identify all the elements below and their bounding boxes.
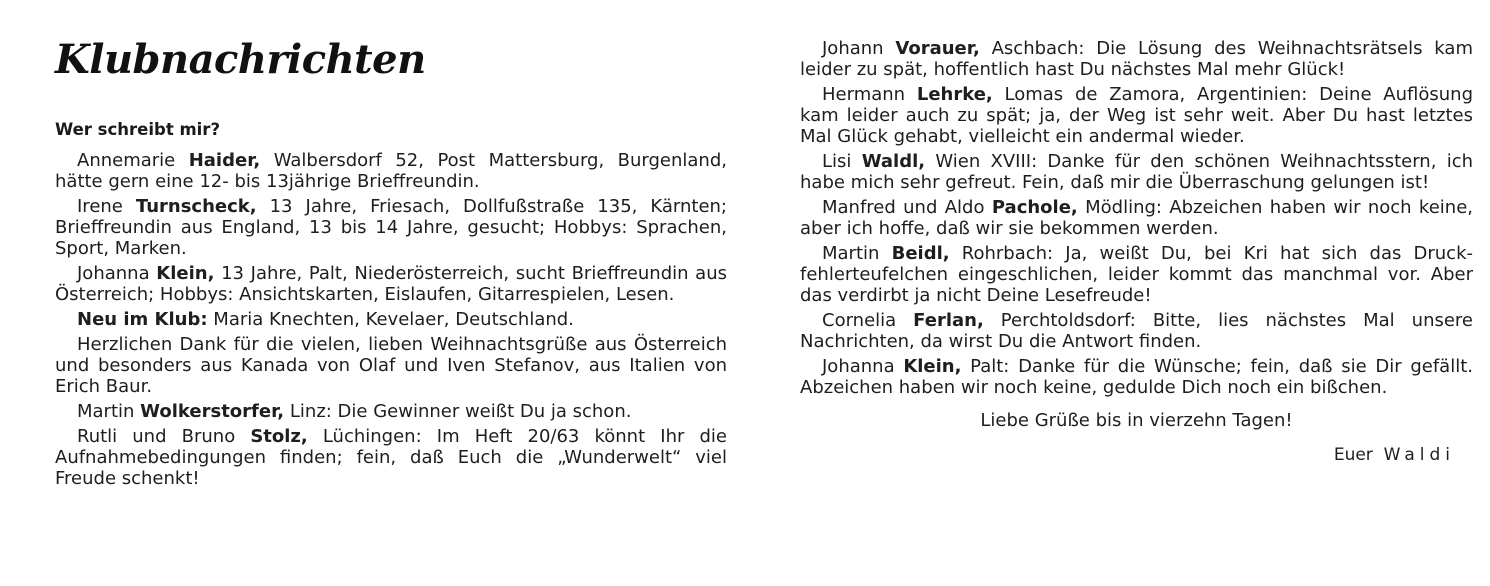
club-notice: Annemarie Haider, Walbersdorf 52, Post Mattersburg, Burgenland, hätte gern eine 12- bis 13jährige Brieffreundin.	[55, 150, 727, 192]
signature	[800, 445, 1473, 466]
closing-line: Liebe Grüße bis in vierzehn Tagen!	[980, 410, 1293, 431]
reply-note: Cornelia Ferlan, Perchtoldsdorf: Bitte, lies nächstes Mal unsere Nachrichten, da wirst Du die Antwort finden.	[800, 310, 1474, 352]
reply-note: Manfred und Aldo Pachole, Mödling: Abzeichen haben wir noch keine, aber ich hoffe, daß wir sie bekommen werden.	[800, 197, 1473, 239]
club-notice: Neu im Klub: Maria Knechten, Kevelaer, Deutschland.	[77, 309, 574, 330]
reply-note: Johanna Klein, Palt: Danke für die Wünsche; fein, daß sie Dir gefällt. Abzeichen haben wir noch keine, geduldе Dich noch ein bißchen.	[800, 356, 1473, 398]
section-heading: Klubnachrichten	[55, 36, 426, 83]
club-notice: Martin Wolkerstorfer, Linz: Die Gewinner weißt Du ja schon.	[77, 401, 632, 422]
left-body	[55, 150, 727, 493]
reply-note: Hermann Lehrke, Lomas de Zamora, Argentinien: Deine Auflösung kam leider auch zu spät; ja, der Weg ist sehr weit. Aber Du hast letztes Mal Glück gehabt, vielleicht ein andermal wieder.	[800, 84, 1473, 147]
signature-name: Waldi	[1383, 445, 1455, 465]
subheading: Wer schreibt mir?	[55, 120, 221, 139]
club-notice: Irene Turnscheck, 13 Jahre, Friesach, Dollfußstraße 135, Kärnten; Brieffreundin aus England, 13 bis 14 Jahre, gesucht; Hobbys: Sprachen, Sport, Marken.	[55, 196, 727, 259]
reply-note: Martin Beidl, Rohrbach: Ja, weißt Du, bei Kri hat sich das Druckfehlerteufelchen eingeschlichen, leider kommt das manchmal vor. Aber das verdirbt ja nicht Deine Lesefreude!	[800, 243, 1473, 306]
signature-prefix: Euer	[1333, 445, 1373, 465]
club-notice: Rutli und Bruno Stolz, Lüchingen: Im Heft 20/63 könnt Ihr die Aufnahmebedingungen finden; fein, daß Euch die „Wunderwelt“ viel Freude schenkt!	[55, 426, 727, 489]
reply-note: Lisi Waldl, Wien XVIII: Danke für den schönen Weihnachtsstern, ich habe mich sehr gefreut. Fein, daß mir die Überraschung gelungen ist!	[800, 151, 1473, 193]
club-notice: Herzlichen Dank für die vielen, lieben Weihnachtsgrüße aus Österreich und besonders aus Kanada von Olaf und Iven Stefanov, aus Italien von Erich Baur.	[55, 334, 727, 397]
club-notice: Johanna Klein, 13 Jahre, Palt, Niederösterreich, sucht Brieffreundin aus Österreich; Hobbys: Ansichtskarten, Eislaufen, Gitarrespielen, Lesen.	[55, 263, 727, 305]
right-body	[800, 38, 1473, 466]
reply-note: Johann Vorauer, Aschbach: Die Lösung des Weihnachtsrätsels kam leider zu spät, hoffentlich hast Du nächstes Mal mehr Glück!	[800, 38, 1473, 80]
